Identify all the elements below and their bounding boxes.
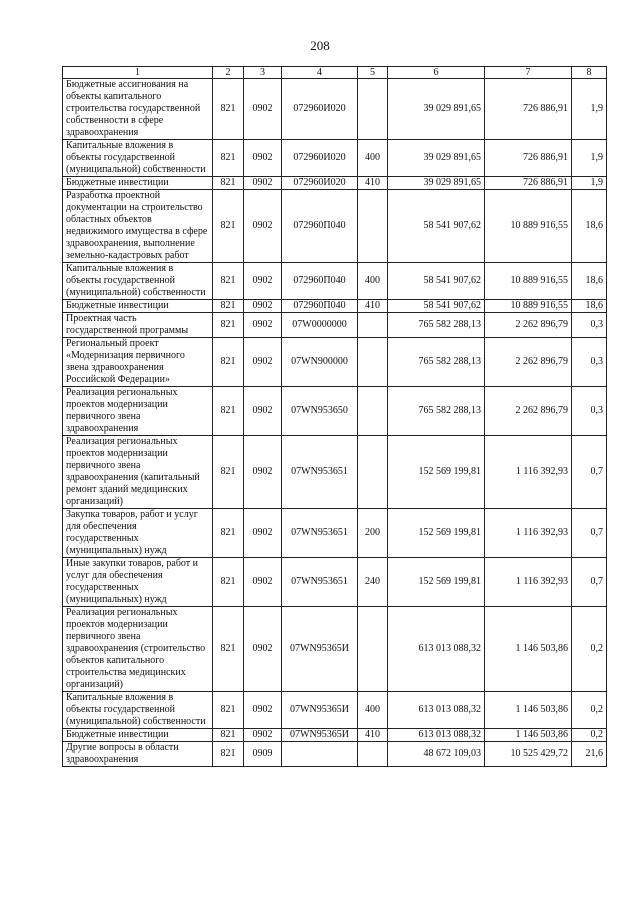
row-percent: 0,3	[572, 338, 607, 387]
table-row	[63, 509, 607, 558]
table-row	[63, 558, 607, 607]
row-vr: 400	[358, 263, 388, 300]
row-csr: 07WN953651	[282, 436, 358, 509]
table-row	[63, 140, 607, 177]
header-cell: 8	[572, 67, 607, 79]
row-vr	[358, 436, 388, 509]
row-section: 0902	[244, 558, 282, 607]
row-grbs: 821	[213, 300, 244, 313]
row-plan-amount: 39 029 891,65	[388, 79, 485, 140]
row-plan-amount: 613 013 088,32	[388, 607, 485, 692]
header-row	[63, 67, 607, 79]
table-row	[63, 190, 607, 263]
row-section: 0902	[244, 692, 282, 729]
row-name: Бюджетные ассигнования на объекты капитального строительства государственной собственности в сфере здравоохранения	[63, 79, 213, 140]
row-csr	[282, 742, 358, 767]
row-fact-amount: 1 116 392,93	[485, 558, 572, 607]
row-section: 0902	[244, 729, 282, 742]
table-row	[63, 387, 607, 436]
row-plan-amount: 58 541 907,62	[388, 190, 485, 263]
row-percent: 0,3	[572, 313, 607, 338]
table-row	[63, 742, 607, 767]
row-vr	[358, 742, 388, 767]
row-plan-amount: 152 569 199,81	[388, 509, 485, 558]
row-vr: 240	[358, 558, 388, 607]
row-name: Реализация региональных проектов модернизации первичного звена здравоохранения (строительство объектов капитального строительства медицинских организаций)	[63, 607, 213, 692]
row-fact-amount: 1 146 503,86	[485, 729, 572, 742]
row-plan-amount: 152 569 199,81	[388, 436, 485, 509]
table-body	[63, 67, 607, 767]
row-fact-amount: 2 262 896,79	[485, 338, 572, 387]
row-section: 0909	[244, 742, 282, 767]
row-fact-amount: 726 886,91	[485, 140, 572, 177]
row-grbs: 821	[213, 436, 244, 509]
row-plan-amount: 613 013 088,32	[388, 729, 485, 742]
table-row	[63, 692, 607, 729]
row-grbs: 821	[213, 263, 244, 300]
row-name: Реализация региональных проектов модернизации первичного звена здравоохранения	[63, 387, 213, 436]
row-grbs: 821	[213, 79, 244, 140]
row-name: Капитальные вложения в объекты государственной (муниципальной) собственности	[63, 140, 213, 177]
header-cell: 7	[485, 67, 572, 79]
row-percent: 0,7	[572, 509, 607, 558]
row-grbs: 821	[213, 607, 244, 692]
row-name: Другие вопросы в области здравоохранения	[63, 742, 213, 767]
row-grbs: 821	[213, 692, 244, 729]
row-percent: 1,9	[572, 79, 607, 140]
row-plan-amount: 39 029 891,65	[388, 140, 485, 177]
row-csr: 072960П040	[282, 300, 358, 313]
row-vr: 200	[358, 509, 388, 558]
table-row	[63, 263, 607, 300]
row-grbs: 821	[213, 177, 244, 190]
row-plan-amount: 48 672 109,03	[388, 742, 485, 767]
row-section: 0902	[244, 140, 282, 177]
table-row	[63, 177, 607, 190]
row-name: Проектная часть государственной программы	[63, 313, 213, 338]
row-percent: 1,9	[572, 177, 607, 190]
row-csr: 072960П040	[282, 263, 358, 300]
row-grbs: 821	[213, 190, 244, 263]
header-cell: 4	[282, 67, 358, 79]
row-name: Капитальные вложения в объекты государственной (муниципальной) собственности	[63, 692, 213, 729]
row-fact-amount: 10 889 916,55	[485, 300, 572, 313]
row-percent: 18,6	[572, 190, 607, 263]
row-fact-amount: 10 889 916,55	[485, 263, 572, 300]
header-cell: 5	[358, 67, 388, 79]
row-vr: 410	[358, 300, 388, 313]
row-section: 0902	[244, 79, 282, 140]
row-section: 0902	[244, 607, 282, 692]
row-fact-amount: 1 146 503,86	[485, 692, 572, 729]
row-vr	[358, 387, 388, 436]
page-number: 208	[310, 38, 330, 53]
row-grbs: 821	[213, 387, 244, 436]
row-plan-amount: 58 541 907,62	[388, 263, 485, 300]
row-vr	[358, 338, 388, 387]
row-vr: 410	[358, 177, 388, 190]
table-row	[63, 338, 607, 387]
row-section: 0902	[244, 313, 282, 338]
table-row	[63, 607, 607, 692]
row-name: Бюджетные инвестиции	[63, 300, 213, 313]
row-section: 0902	[244, 387, 282, 436]
row-percent: 0,3	[572, 387, 607, 436]
row-vr: 400	[358, 692, 388, 729]
row-section: 0902	[244, 190, 282, 263]
row-percent: 0,2	[572, 692, 607, 729]
row-fact-amount: 10 525 429,72	[485, 742, 572, 767]
header-cell: 2	[213, 67, 244, 79]
budget-table	[62, 66, 607, 767]
row-csr: 072960П040	[282, 190, 358, 263]
row-plan-amount: 152 569 199,81	[388, 558, 485, 607]
row-name: Иные закупки товаров, работ и услуг для обеспечения государственных (муниципальных) нужд	[63, 558, 213, 607]
row-percent: 0,7	[572, 436, 607, 509]
row-name: Разработка проектной документации на строительство областных объектов недвижимого имущества в сфере здравоохранения, выполнение земельно-кадастровых работ	[63, 190, 213, 263]
row-vr	[358, 313, 388, 338]
row-plan-amount: 765 582 288,13	[388, 313, 485, 338]
row-name: Закупка товаров, работ и услуг для обеспечения государственных (муниципальных) нужд	[63, 509, 213, 558]
table-row	[63, 79, 607, 140]
row-percent: 0,2	[572, 607, 607, 692]
row-section: 0902	[244, 509, 282, 558]
row-name: Региональный проект «Модернизация первичного звена здравоохранения Российской Федерации»	[63, 338, 213, 387]
row-grbs: 821	[213, 509, 244, 558]
row-csr: 072960И020	[282, 79, 358, 140]
row-plan-amount: 58 541 907,62	[388, 300, 485, 313]
row-section: 0902	[244, 338, 282, 387]
row-grbs: 821	[213, 140, 244, 177]
row-csr: 072960И020	[282, 140, 358, 177]
row-percent: 0,7	[572, 558, 607, 607]
row-fact-amount: 726 886,91	[485, 79, 572, 140]
row-name: Реализация региональных проектов модернизации первичного звена здравоохранения (капитальный ремонт зданий медицинских организаций)	[63, 436, 213, 509]
row-csr: 07WN95365И	[282, 607, 358, 692]
row-percent: 18,6	[572, 300, 607, 313]
row-csr: 07W0000000	[282, 313, 358, 338]
row-csr: 07WN953650	[282, 387, 358, 436]
header-cell: 1	[63, 67, 213, 79]
row-fact-amount: 1 146 503,86	[485, 607, 572, 692]
row-csr: 07WN95365И	[282, 692, 358, 729]
row-csr: 07WN900000	[282, 338, 358, 387]
table-row	[63, 436, 607, 509]
row-section: 0902	[244, 177, 282, 190]
row-section: 0902	[244, 436, 282, 509]
row-plan-amount: 765 582 288,13	[388, 338, 485, 387]
row-percent: 0,2	[572, 729, 607, 742]
row-grbs: 821	[213, 338, 244, 387]
row-fact-amount: 1 116 392,93	[485, 509, 572, 558]
row-vr	[358, 607, 388, 692]
table-row	[63, 313, 607, 338]
row-grbs: 821	[213, 313, 244, 338]
row-section: 0902	[244, 300, 282, 313]
row-vr: 400	[358, 140, 388, 177]
row-percent: 18,6	[572, 263, 607, 300]
row-name: Бюджетные инвестиции	[63, 177, 213, 190]
row-csr: 07WN953651	[282, 509, 358, 558]
row-vr	[358, 79, 388, 140]
row-plan-amount: 39 029 891,65	[388, 177, 485, 190]
row-fact-amount: 2 262 896,79	[485, 387, 572, 436]
row-grbs: 821	[213, 742, 244, 767]
table-row	[63, 300, 607, 313]
row-grbs: 821	[213, 558, 244, 607]
row-csr: 07WN95365И	[282, 729, 358, 742]
row-name: Бюджетные инвестиции	[63, 729, 213, 742]
header-cell: 3	[244, 67, 282, 79]
header-cell: 6	[388, 67, 485, 79]
row-fact-amount: 10 889 916,55	[485, 190, 572, 263]
row-name: Капитальные вложения в объекты государственной (муниципальной) собственности	[63, 263, 213, 300]
row-fact-amount: 726 886,91	[485, 177, 572, 190]
row-vr	[358, 190, 388, 263]
row-percent: 1,9	[572, 140, 607, 177]
row-fact-amount: 1 116 392,93	[485, 436, 572, 509]
row-vr: 410	[358, 729, 388, 742]
row-csr: 072960И020	[282, 177, 358, 190]
row-grbs: 821	[213, 729, 244, 742]
table-row	[63, 729, 607, 742]
row-csr: 07WN953651	[282, 558, 358, 607]
row-plan-amount: 765 582 288,13	[388, 387, 485, 436]
row-fact-amount: 2 262 896,79	[485, 313, 572, 338]
row-plan-amount: 613 013 088,32	[388, 692, 485, 729]
row-section: 0902	[244, 263, 282, 300]
row-percent: 21,6	[572, 742, 607, 767]
